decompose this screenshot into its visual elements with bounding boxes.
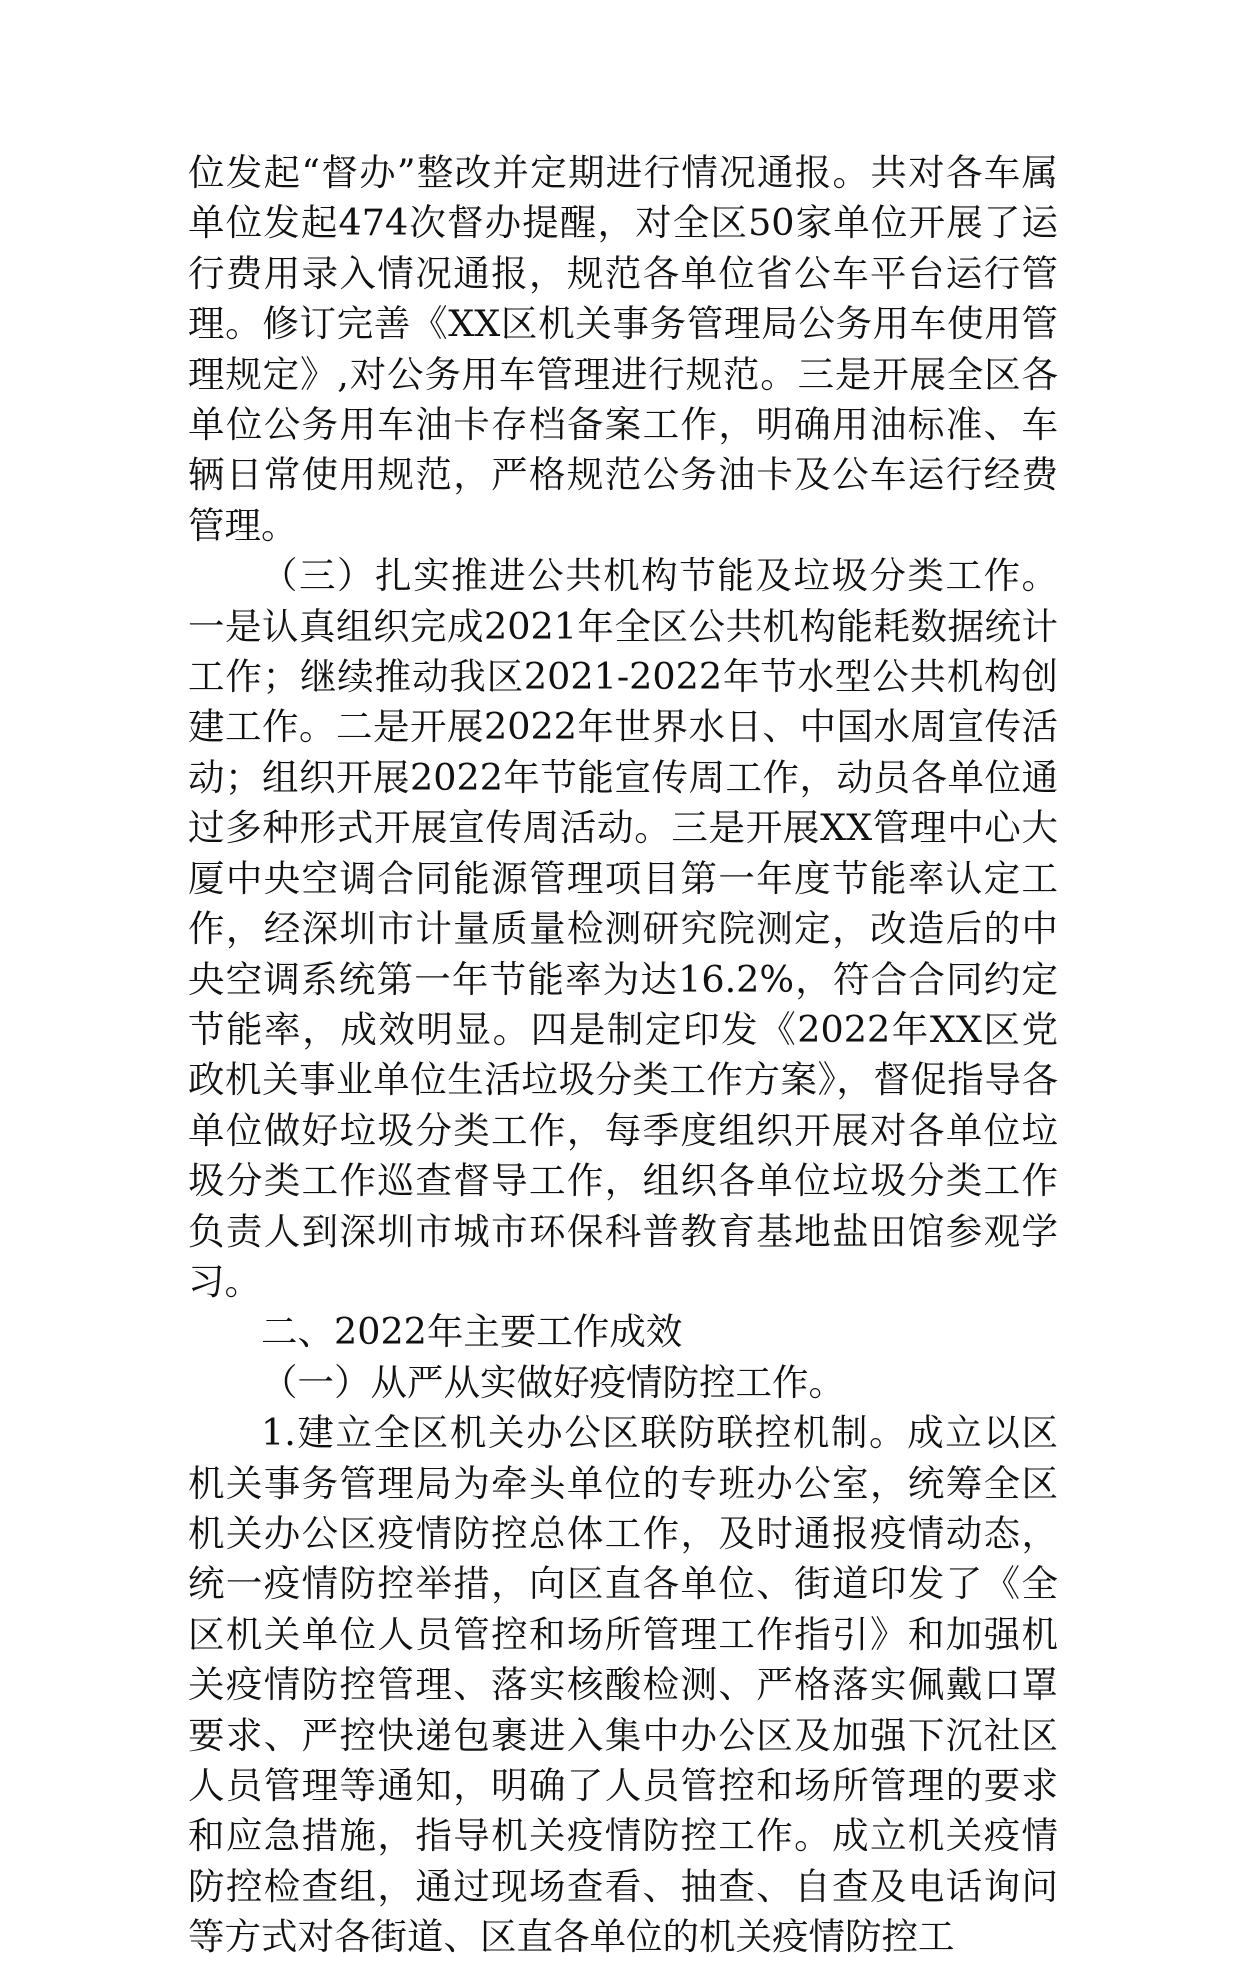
document-page xyxy=(188,148,1058,1963)
section-heading: 二、2022年主要工作成效 xyxy=(261,1310,683,1354)
paragraph-energy-saving: （三）扎实推进公共机构节能及垃圾分类工作。一是认真组织完成2021年全区公共机构能耗数据统计工作；继续推动我区2021-2022年节水型公共机构创建工作。二是开展2022年世界水日、中国水周宣传活动；组织开展2022年节能宣传周工作，动员各单位通过多种形式开展宣传周活动。三是开展XX管理中心大厦中央空调合同能源管理项目第一年度节能率认定工作，经深圳市计量质量检测研究院测定，改造后的中央空调系统第一年节能率为达16.2%，符合合同约定节能率，成效明显。四是制定印发《2022年XX区党政机关事业单位生活垃圾分类工作方案》，督促指导各单位做好垃圾分类工作，每季度组织开展对各单位垃圾分类工作巡查督导工作，组织各单位垃圾分类工作负责人到深圳市城市环保科普教育基地盐田馆参观学习。 xyxy=(188,554,1058,1303)
subsection-heading: （一）从严从实做好疫情防控工作。 xyxy=(261,1360,845,1404)
paragraph-epidemic-control: 1.建立全区机关办公区联防联控机制。成立以区机关事务管理局为牵头单位的专班办公室，统筹全区机关办公区疫情防控总体工作，及时通报疫情动态，统一疫情防控举措，向区直各单位、街道印发了《全区机关单位人员管控和场所管理工作指引》和加强机关疫情防控管理、落实核酸检测、严格落实佩戴口罩要求、严控快递包裹进入集中办公区及加强下沉社区人员管理等通知，明确了人员管控和场所管理的要求和应急措施，指导机关疫情防控工作。成立机关疫情防控检查组，通过现场查看、抽查、自查及电话询问等方式对各街道、区直各单位的机关疫情防控工 xyxy=(188,1411,1058,1959)
paragraph-vehicle-management: 位发起“督办”整改并定期进行情况通报。共对各车属单位发起474次督办提醒，对全区50家单位开展了运行费用录入情况通报，规范各单位省公车平台运行管理。修订完善《XX区机关事务管理局公务用车使用管理规定》,对公务用车管理进行规范。三是开展全区各单位公务用车油卡存档备案工作，明确用油标准、车辆日常使用规范，严格规范公务油卡及公车运行经费管理。 xyxy=(188,151,1058,547)
